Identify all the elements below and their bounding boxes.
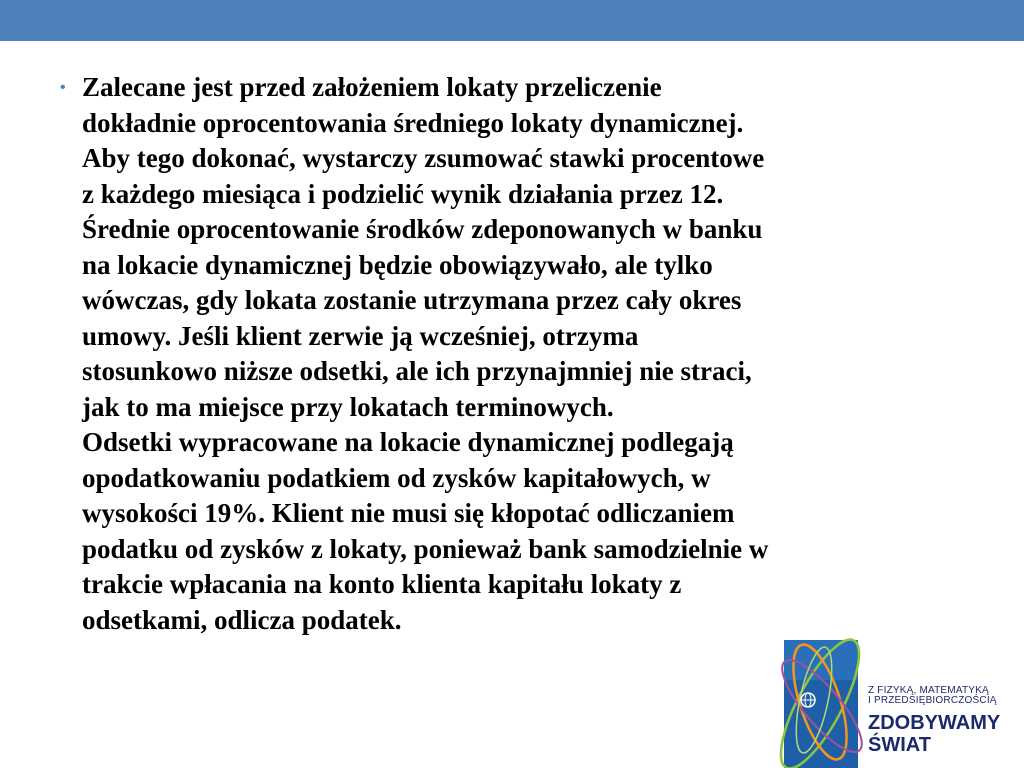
text-line: trakcie wpłacania na konto klienta kapitału lokaty z (82, 569, 682, 599)
text-line: Zalecane jest przed założeniem lokaty przeliczenie (82, 72, 662, 102)
logo-text (868, 686, 1024, 756)
text-line: wówczas, gdy lokata zostanie utrzymana przez cały okres (82, 285, 742, 315)
text-line: wysokości 19%. Klient nie musi się kłopotać odliczaniem (82, 498, 735, 528)
bullet-item (60, 70, 960, 638)
text-line: Średnie oprocentowanie środków zdeponowanych w banku (82, 214, 763, 244)
text-line: odsetkami, odlicza podatek. (82, 604, 402, 635)
logo-tagline-1: Z FIZYKĄ, MATEMATYKĄ (868, 685, 989, 696)
header-bar (0, 0, 1024, 41)
bullet-icon: • (60, 79, 66, 96)
text-line: z każdego miesiąca i podzielić wynik działania przez 12. (82, 178, 724, 209)
text-line: umowy. Jeśli klient zerwie ją wcześniej, otrzyma (82, 320, 639, 351)
text-line: dokładnie oprocentowania średniego lokaty dynamicznej. (82, 107, 744, 138)
logo-title-1: ZDOBYWAMY (868, 712, 1001, 734)
text-line: Odsetki wypracowane na lokacie dynamicznej podlegają (82, 427, 734, 457)
text-line: na lokacie dynamicznej będzie obowiązywało, ale tylko (82, 249, 713, 280)
text-line: stosunkowo niższe odsetki, ale ich przynajmniej nie straci, (82, 356, 752, 386)
text-line: podatku od zysków z lokaty, ponieważ bank samodzielnie w (82, 533, 769, 564)
slide-content (60, 70, 960, 638)
text-line: Aby tego dokonać, wystarczy zsumować stawki procentowe (82, 143, 765, 173)
bullet-text (82, 70, 960, 638)
logo-tagline-2: I PRZEDSIĘBIORCZOŚCIĄ (868, 695, 997, 706)
text-line: jak to ma miejsce przy lokatach terminowych. (82, 391, 614, 422)
text-line: opodatkowaniu podatkiem od zysków kapitałowych, w (82, 462, 711, 493)
logo-title-2: ŚWIAT (868, 734, 931, 756)
